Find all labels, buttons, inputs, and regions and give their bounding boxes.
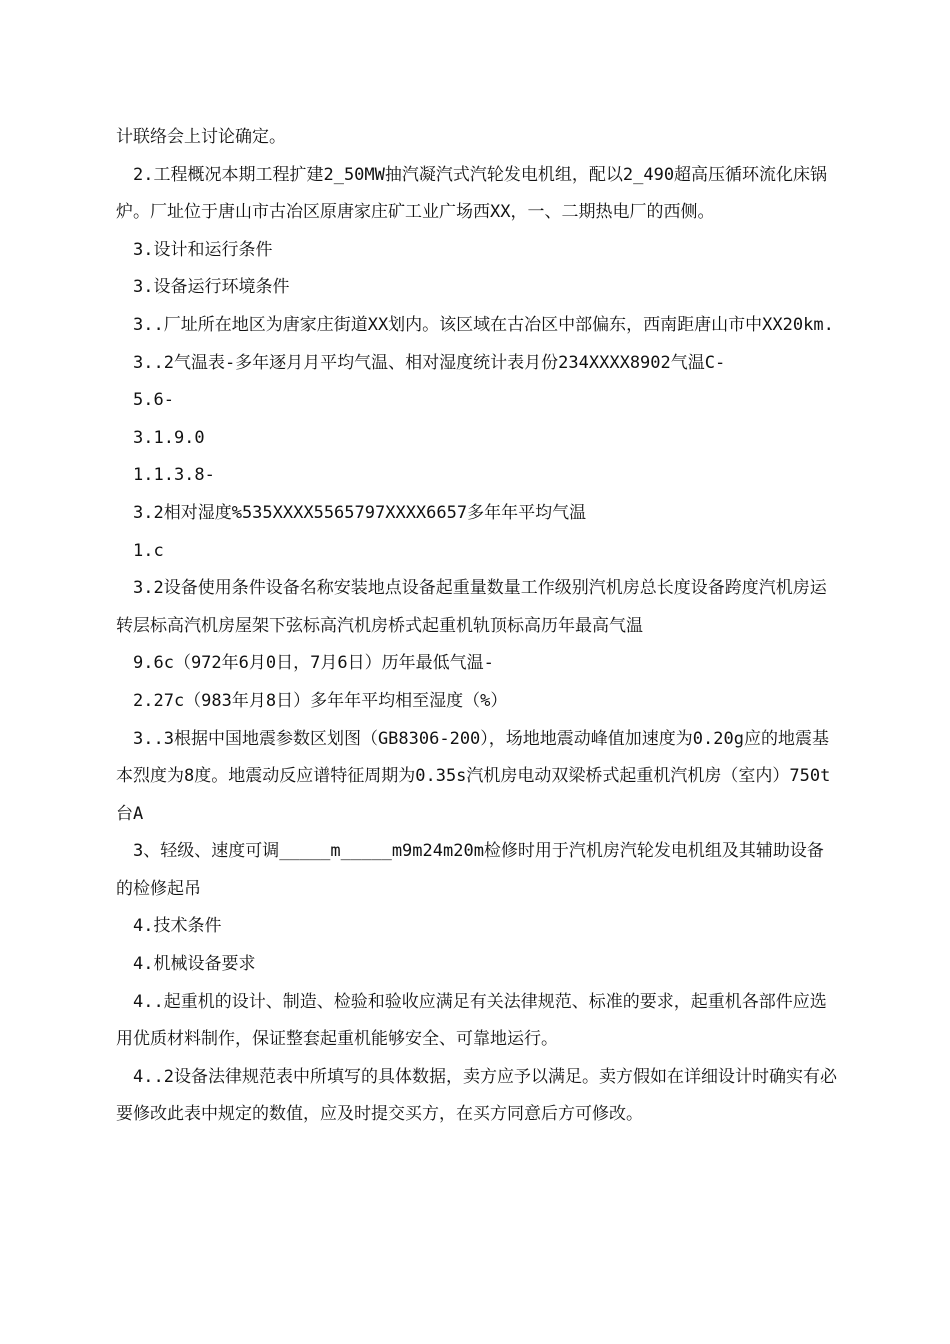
paragraph-13: 9.6c（972年6月0日，7月6日）历年最低气温- <box>133 653 494 674</box>
paragraph-20: 4..2设备法律规范表中所填写的具体数据，卖方应予以满足。卖方假如在详细设计时确实有必要修改此表中规定的数值，应及时提交买方，在买方同意后方可修改。 <box>116 1066 837 1125</box>
paragraph-14: 2.27c（983年月8日）多年年平均相至湿度（%） <box>133 690 508 711</box>
paragraph-2: 2.工程概况本期工程扩建2_50MW抽汽凝汽式汽轮发电机组，配以2_490超高压循环流化床锅炉。厂址位于唐山市古冶区原唐家庄矿工业广场西XX，一、二期热电厂的西侧。 <box>116 164 828 223</box>
paragraph-4: 3.设备运行环境条件 <box>133 277 290 298</box>
document-body <box>116 119 838 1134</box>
paragraph-16: 3、轻级、速度可调_____m_____m9m24m20m检修时用于汽机房汽轮发电机组及其辅助设备的检修起吊 <box>116 841 824 899</box>
paragraph-11: 1.c <box>133 540 164 561</box>
paragraph-8: 3.1.9.0 <box>133 427 205 448</box>
paragraph-1: 计联络会上讨论确定。 <box>116 127 286 147</box>
paragraph-7: 5.6- <box>133 390 174 411</box>
paragraph-10: 3.2相对湿度%535XXXX5565797XXXX6657多年年平均气温 <box>133 502 587 523</box>
paragraph-9: 1.1.3.8- <box>133 465 215 486</box>
paragraph-5: 3..厂址所在地区为唐家庄街道XX划内。该区域在古冶区中部偏东，西南距唐山市中XX20km. <box>133 314 834 335</box>
paragraph-19: 4..起重机的设计、制造、检验和验收应满足有关法律规范、标准的要求，起重机各部件应选用优质材料制作，保证整套起重机能够安全、可靠地运行。 <box>116 991 827 1050</box>
paragraph-18: 4.机械设备要求 <box>133 954 256 975</box>
paragraph-15: 3..3根据中国地震参数区划图（GB8306-200），场地地震动峰值加速度为0.20g应的地震基本烈度为8度。地震动反应谱特征周期为0.35s汽机房电动双梁桥式起重机汽机房（室内）750t台A <box>116 728 831 824</box>
paragraph-12: 3.2设备使用条件设备名称安装地点设备起重量数量工作级别汽机房总长度设备跨度汽机房运转层标高汽机房屋架下弦标高汽机房桥式起重机轨顶标高历年最高气温 <box>116 578 827 636</box>
paragraph-6: 3..2气温表-多年逐月月平均气温、相对湿度统计表月份234XXXX8902气温C- <box>133 352 726 373</box>
paragraph-3: 3.设计和运行条件 <box>133 239 273 260</box>
paragraph-17: 4.技术条件 <box>133 916 222 937</box>
